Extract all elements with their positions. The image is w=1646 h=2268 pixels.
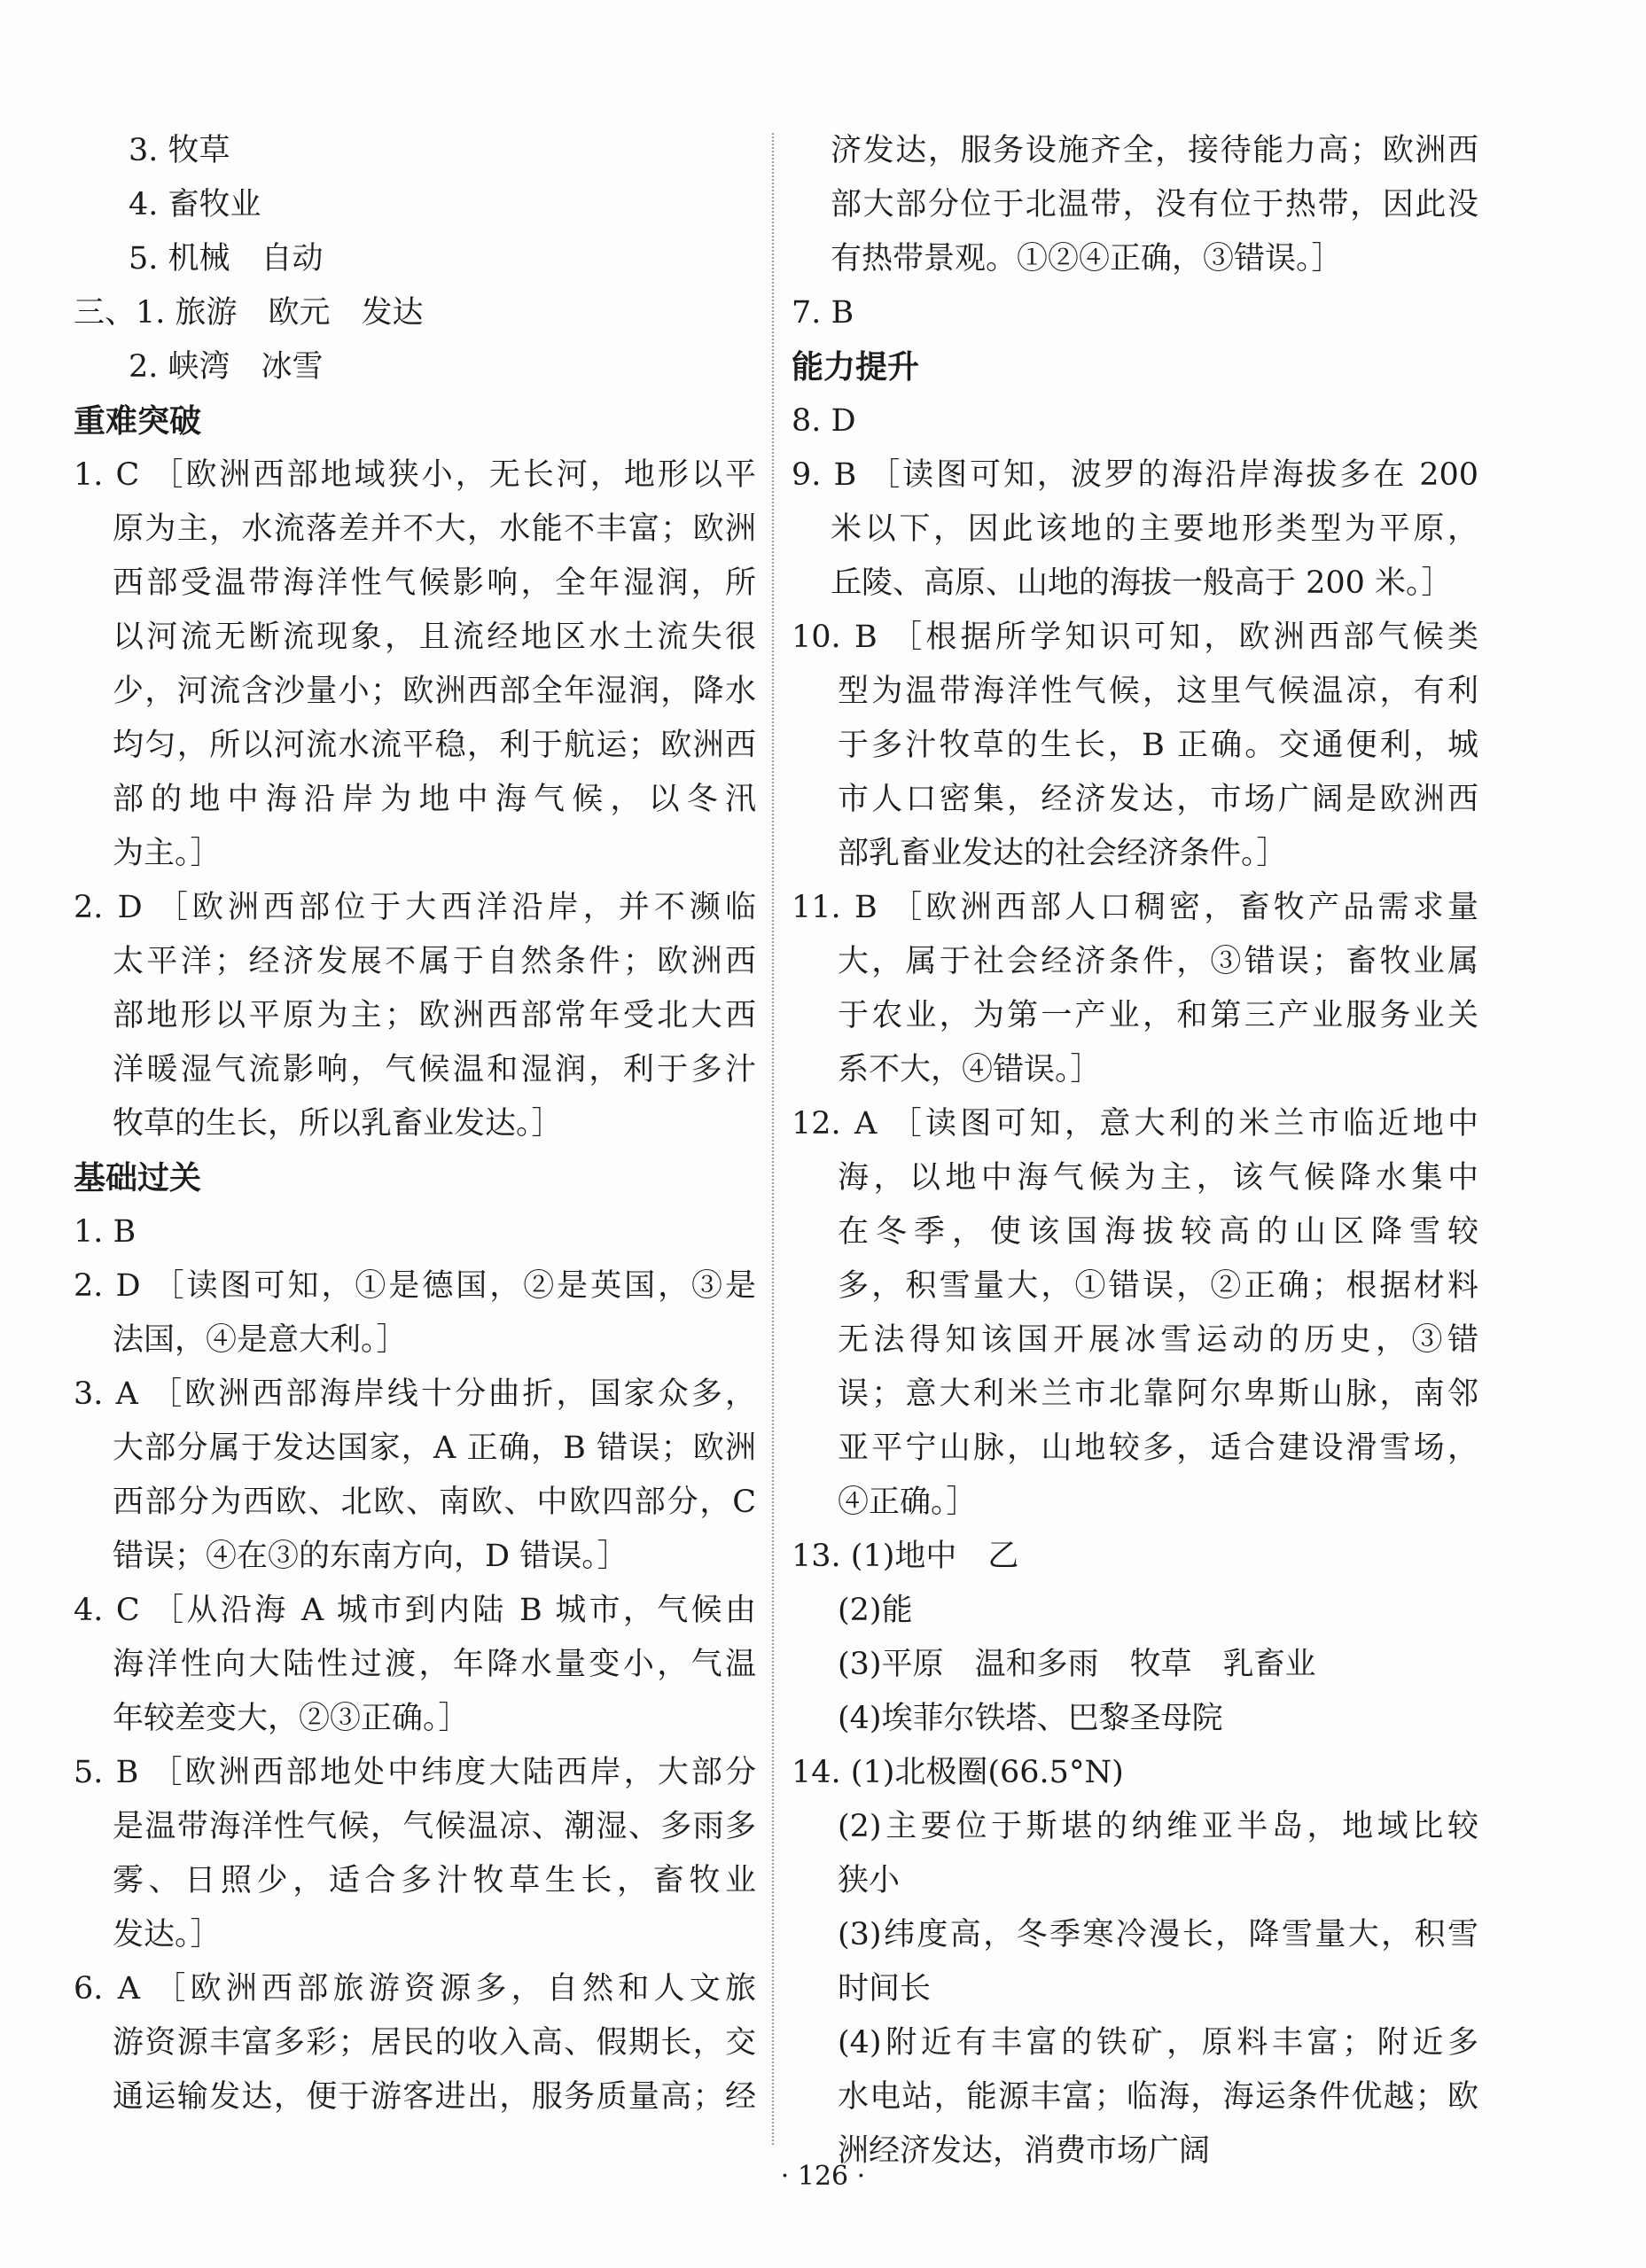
text-line: (3)平原 温和多雨 牧草 乳畜业 [838,1647,1316,1682]
text-line: 6. A ［欧洲西部旅游资源多，自然和人文旅 [74,1971,756,2007]
text-line: 部大部分位于北温带，没有位于热带，因此没 [831,187,1478,222]
text-line: 8. D [792,403,856,439]
text-line: 大部分属于发达国家，A 正确，B 错误；欧洲 [113,1430,756,1466]
text-line: 三、1. 旅游 欧元 发达 [74,295,424,331]
text-line: 西部受温带海洋性气候影响，全年湿润，所 [113,565,756,601]
text-line: 为主。］ [113,836,222,871]
text-line: 水电站，能源丰富；临海，海运条件优越；欧 [838,2079,1478,2115]
text-line: 10. B ［根据所学知识可知，欧洲西部气候类 [792,620,1478,655]
text-line: 4. 畜牧业 [129,187,261,222]
text-line: 海，以地中海气候为主，该气候降水集中 [838,1160,1478,1196]
text-line: 洲经济发达，消费市场广阔 [838,2133,1211,2169]
text-line: 海洋性向大陆性过渡，年降水量变小，气温 [113,1647,756,1682]
text-line: 2. D ［欧洲西部位于大西洋沿岸，并不濒临 [74,890,756,925]
left-column [74,124,756,2124]
text-line: 部地形以平原为主；欧洲西部常年受北大西 [113,998,756,1033]
text-line: 部乳畜业发达的社会经济条件。］ [838,836,1288,871]
text-line: 狭小 [838,1863,901,1898]
text-line: 于农业，为第一产业，和第三产业服务业关 [838,998,1478,1033]
text-line: 游资源丰富多彩；居民的收入高、假期长，交 [113,2025,756,2061]
text-line: 1. C ［欧洲西部地域狭小，无长河，地形以平 [74,457,756,493]
text-line: 原为主，水流落差并不大，水能不丰富；欧洲 [113,511,756,547]
text-line: 系不大，④错误。］ [838,1052,1102,1087]
text-line: ④正确。］ [838,1485,978,1520]
column-divider [772,133,774,2145]
text-line: 12. A ［读图可知，意大利的米兰市临近地中 [792,1106,1478,1142]
text-line: 市人口密集，经济发达，市场广阔是欧洲西 [838,782,1478,817]
text-line: 无法得知该国开展冰雪运动的历史，③错 [838,1322,1478,1358]
text-line: (3)纬度高，冬季寒冷漫长，降雪量大，积雪 [838,1917,1478,1952]
text-line: 亚平宁山脉，山地较多，适合建设滑雪场， [838,1430,1478,1466]
text-line: 误；意大利米兰市北靠阿尔卑斯山脉，南邻 [838,1376,1478,1412]
text-line: 洋暖湿气流影响，气候温和湿润，利于多汁 [113,1052,756,1087]
text-line: 年较差变大，②③正确。］ [113,1701,470,1736]
text-line: 型为温带海洋性气候，这里气候温凉，有利 [838,674,1478,709]
text-line: 7. B [792,295,854,331]
text-line: 14. (1)北极圈(66.5°N) [792,1755,1124,1790]
text-line: 米以下，因此该地的主要地形类型为平原， [831,511,1478,547]
text-line: 通运输发达，便于游客进出，服务质量高；经 [113,2079,756,2115]
text-line: 雾、日照少，适合多汁牧草生长，畜牧业 [113,1863,756,1898]
text-line: 多，积雪量大，①错误，②正确；根据材料 [838,1268,1478,1304]
section-heading: 基础过关 [74,1160,202,1196]
section-heading: 能力提升 [792,349,920,386]
text-line: 济发达，服务设施齐全，接待能力高；欧洲西 [831,133,1478,168]
text-line: 3. 牧草 [129,133,230,168]
text-line: (2)主要位于斯堪的纳维亚半岛，地域比较 [838,1809,1478,1844]
text-line: 5. B ［欧洲西部地处中纬度大陆西岸，大部分 [74,1755,756,1790]
text-line: 2. D ［读图可知，①是德国，②是英国，③是 [74,1268,756,1304]
text-line: 4. C ［从沿海 A 城市到内陆 B 城市，气候由 [74,1593,756,1628]
text-line: 在冬季，使该国海拔较高的山区降雪较 [838,1214,1478,1250]
text-line: 法国，④是意大利。］ [113,1322,408,1358]
text-line: (4)埃菲尔铁塔、巴黎圣母院 [838,1701,1223,1736]
text-line: 牧草的生长，所以乳畜业发达。］ [113,1106,563,1142]
text-line: 均匀，所以河流水流平稳，利于航运；欧洲西 [113,728,756,763]
text-line: 时间长 [838,1971,932,2007]
text-line: 3. A ［欧洲西部海岸线十分曲折，国家众多， [74,1376,756,1412]
text-line: 以河流无断流现象，且流经地区水土流失很 [113,620,756,655]
text-line: 部的地中海沿岸为地中海气候，以冬汛 [113,782,756,817]
text-line: 太平洋；经济发展不属于自然条件；欧洲西 [113,944,756,979]
section-heading: 重难突破 [74,403,202,440]
text-line: 于多汁牧草的生长，B 正确。交通便利，城 [838,728,1478,763]
text-line: 2. 峡湾 冰雪 [129,349,324,385]
text-line: 丘陵、高原、山地的海拔一般高于 200 米。］ [831,565,1453,601]
text-line: 有热带景观。①②④正确，③错误。］ [831,241,1343,277]
text-line: 西部分为西欧、北欧、南欧、中欧四部分，C [113,1485,756,1520]
text-line: 9. B ［读图可知，波罗的海沿岸海拔多在 200 [792,457,1478,493]
text-line: 1. B [74,1214,137,1250]
text-line: 少，河流含沙量小；欧洲西部全年湿润，降水 [113,674,756,709]
text-line: 5. 机械 自动 [129,241,324,277]
text-line: (2)能 [838,1593,913,1628]
text-line: 13. (1)地中 乙 [792,1539,1019,1574]
text-line: 错误；④在③的东南方向，D 错误。］ [113,1539,628,1574]
text-line: 发达。］ [113,1917,222,1952]
right-column [792,124,1478,2178]
text-line: 是温带海洋性气候，气候温凉、潮湿、多雨多 [113,1809,756,1844]
text-line: (4)附近有丰富的铁矿，原料丰富；附近多 [838,2025,1478,2061]
text-line: 11. B ［欧洲西部人口稠密，畜牧产品需求量 [792,890,1478,925]
page-number: · 126 · [780,2161,866,2192]
text-line: 大，属于社会经济条件，③错误；畜牧业属 [838,944,1478,979]
